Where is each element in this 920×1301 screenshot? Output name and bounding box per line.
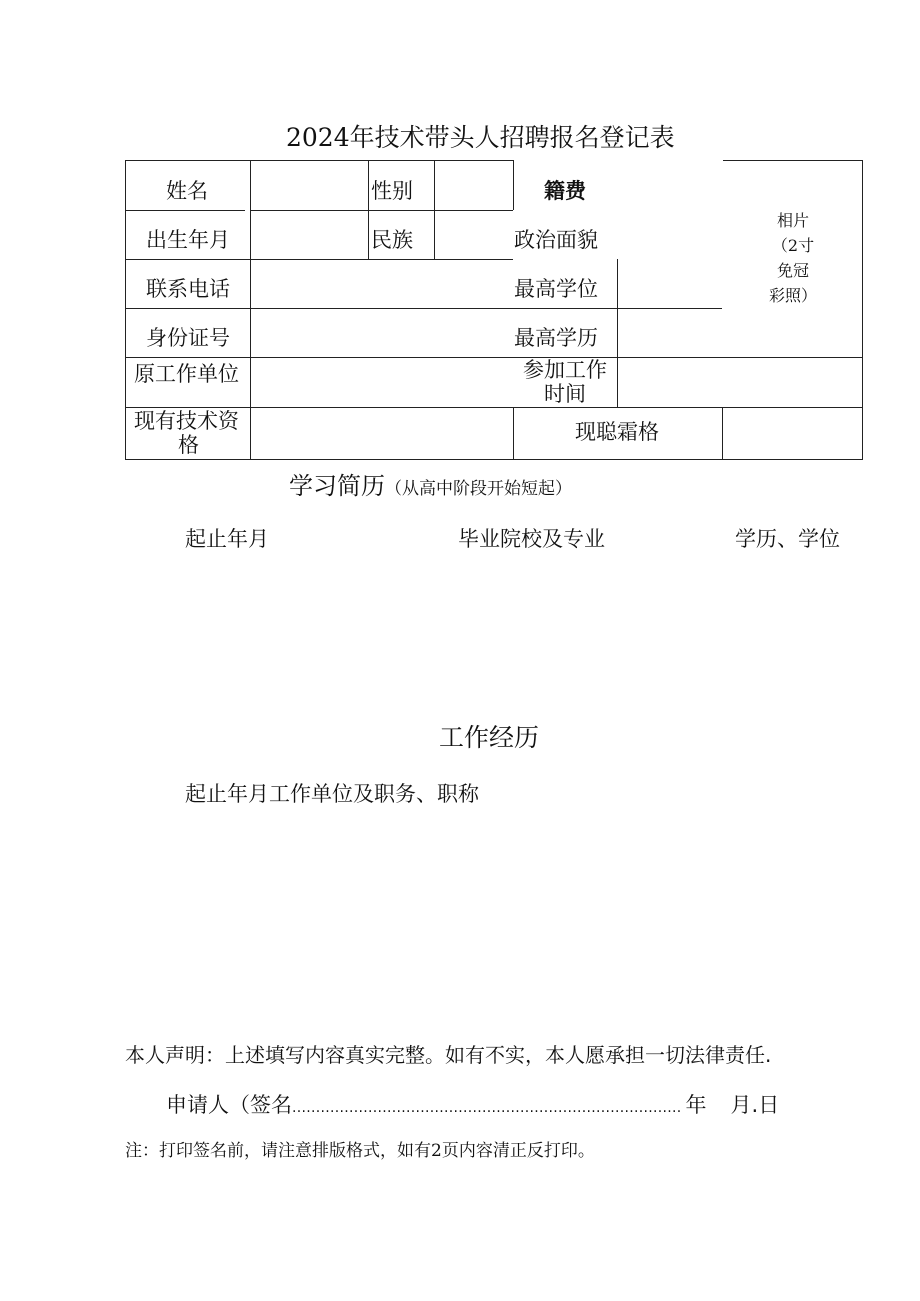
table-rule	[513, 407, 514, 460]
id-number-field[interactable]	[252, 322, 512, 346]
table-rule	[250, 210, 513, 211]
native-place-label: 籍费	[544, 179, 586, 203]
current-title-label: 现聪霜格	[575, 420, 659, 444]
qualification-label	[134, 409, 239, 457]
education-col-period: 起止年月	[185, 527, 269, 551]
education-col-degree: 学历、学位	[735, 527, 840, 551]
education-section-heading	[289, 466, 572, 501]
month-day-label: 月.日	[730, 1093, 780, 1117]
qualification-field[interactable]	[252, 420, 512, 444]
work-columns: 起止年月工作单位及职务、职称	[185, 782, 479, 806]
photo-placeholder	[724, 208, 862, 308]
education-heading: 学习简历	[289, 472, 385, 500]
highest-degree-field[interactable]	[620, 273, 720, 297]
signature-dots[interactable]: ..................................................................................	[292, 1100, 682, 1116]
work-start-label-line2: 时间	[544, 382, 586, 406]
table-rule	[125, 160, 513, 161]
current-title-field[interactable]	[724, 420, 860, 444]
political-status-label: 政治面貌	[514, 228, 598, 252]
table-rule	[368, 160, 369, 260]
work-start-field[interactable]	[620, 370, 860, 394]
phone-label: 联系电话	[146, 277, 230, 301]
form-title: 2024年技术带头人招聘报名登记表	[286, 123, 675, 152]
photo-text-line2: （2寸	[771, 236, 815, 255]
table-rule	[722, 407, 723, 460]
gender-field[interactable]	[436, 175, 512, 199]
name-label: 姓名	[166, 179, 208, 203]
table-rule	[125, 160, 126, 460]
qualification-label-line2: 格	[178, 433, 199, 457]
table-rule	[617, 259, 618, 407]
table-rule	[125, 407, 863, 408]
work-section-heading: 工作经历	[439, 723, 540, 752]
education-note: （从高中阶段开始短起）	[385, 479, 572, 499]
education-col-school-major: 毕业院校及专业	[458, 527, 605, 551]
table-rule	[125, 259, 513, 260]
table-rule	[125, 459, 863, 460]
photo-text-line4: 彩照）	[768, 286, 817, 305]
highest-education-field[interactable]	[620, 322, 720, 346]
id-number-label: 身份证号	[146, 326, 230, 350]
work-start-label	[521, 358, 609, 406]
photo-text-line3: 免冠	[776, 261, 809, 280]
highest-degree-label: 最高学位	[514, 277, 598, 301]
birth-field[interactable]	[252, 224, 366, 248]
year-label: 年	[685, 1093, 707, 1117]
applicant-label: 申请人（签名	[166, 1093, 292, 1117]
table-rule	[125, 308, 722, 309]
highest-education-label: 最高学历	[514, 326, 598, 350]
birth-label: 出生年月	[146, 228, 230, 252]
photo-text-line1: 相片	[776, 211, 809, 230]
gender-label: 性别	[371, 179, 413, 203]
declaration-statement: 本人声明：上述填写内容真实完整。如有不实，本人愿承担一切法律责任.	[125, 1043, 772, 1067]
table-rule	[513, 160, 514, 210]
table-rule	[723, 160, 863, 161]
native-place-field[interactable]	[620, 175, 720, 199]
phone-field[interactable]	[252, 273, 512, 297]
table-rule	[250, 160, 251, 460]
former-employer-label: 原工作单位	[134, 362, 239, 386]
applicant-signature-line	[166, 1089, 779, 1119]
qualification-label-line1: 现有技术资	[134, 409, 239, 433]
table-rule	[125, 210, 245, 211]
political-status-field[interactable]	[620, 224, 720, 248]
footer-note: 注：打印签名前，请注意排版格式，如有2页内容清正反打印。	[125, 1141, 595, 1161]
former-employer-field[interactable]	[252, 370, 512, 394]
work-start-label-line1: 参加工作	[523, 358, 607, 382]
ethnicity-field[interactable]	[436, 224, 512, 248]
table-rule	[862, 160, 863, 460]
table-rule	[434, 160, 435, 260]
name-field[interactable]	[252, 175, 366, 199]
ethnicity-label: 民族	[371, 228, 413, 252]
